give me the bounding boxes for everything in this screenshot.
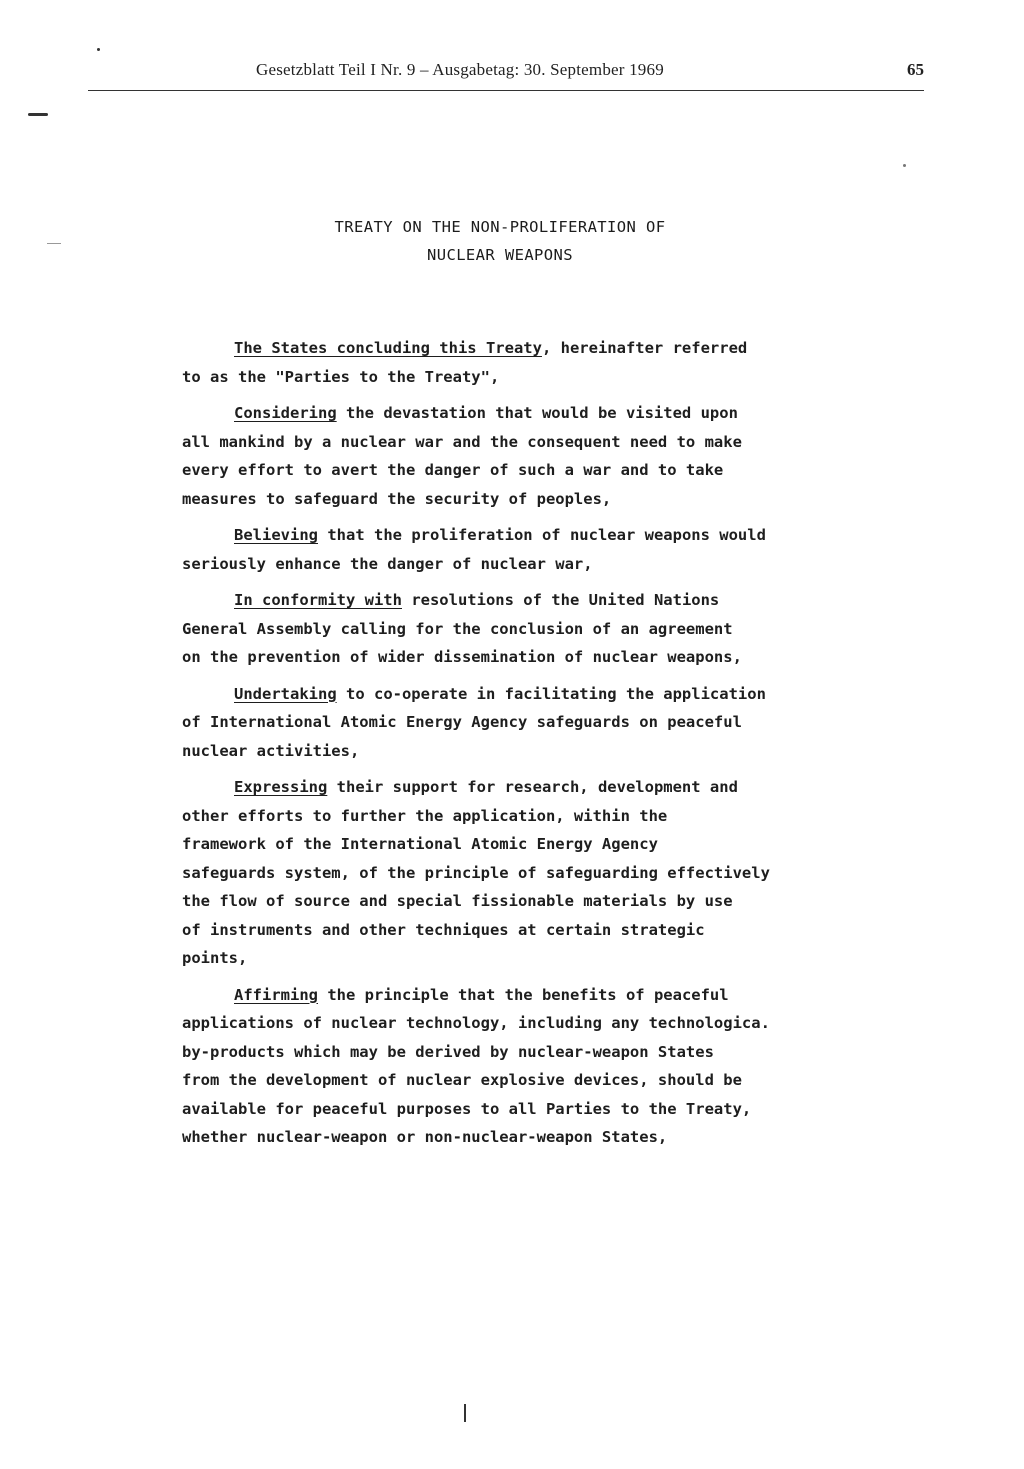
paragraph-line: whether nuclear-weapon or non-nuclear-weapon States,: [182, 1128, 668, 1146]
scan-speck: [903, 164, 906, 167]
scan-speck: [28, 113, 48, 116]
paragraph-line: points,: [182, 949, 248, 967]
paragraph-line: framework of the International Atomic Energy Agency: [182, 835, 658, 853]
paragraph-text: to co-operate in facilitating the application: [336, 684, 766, 703]
paragraph-keyword: Undertaking: [234, 684, 337, 703]
scan-speck: [47, 243, 61, 244]
paragraph-line: seriously enhance the danger of nuclear war,: [182, 554, 593, 573]
scan-speck: [464, 1404, 466, 1422]
paragraph-line: safeguards system, of the principle of safeguarding effectively: [182, 863, 770, 882]
preamble-paragraph: [182, 399, 902, 513]
treaty-title: [200, 213, 800, 269]
preamble-paragraph: [182, 334, 902, 391]
paragraph-keyword: Expressing: [234, 778, 328, 796]
paragraph-line: to as the "Parties to the Treaty",: [182, 367, 500, 386]
paragraph-line: every effort to avert the danger of such a war and to take: [182, 461, 724, 479]
treaty-title-line-2: NUCLEAR WEAPONS: [427, 246, 573, 264]
preamble-paragraph: [182, 773, 902, 973]
gazette-header-title: Gesetzblatt Teil I Nr. 9 – Ausgabetag: 30. September 1969: [256, 60, 664, 79]
preamble-paragraph: [182, 680, 902, 766]
paragraph-text: resolutions of the United Nations: [401, 591, 720, 609]
paragraph-line: measures to safeguard the security of peoples,: [182, 489, 612, 508]
paragraph-line: all mankind by a nuclear war and the consequent need to make: [182, 432, 742, 451]
paragraph-keyword: Affirming: [234, 985, 318, 1004]
paragraph-text: their support for research, development and: [327, 778, 738, 796]
paragraph-line: of International Atomic Energy Agency safeguards on peaceful: [182, 713, 742, 731]
paragraph-line: by-products which may be derived by nuclear-weapon States: [182, 1042, 714, 1061]
paragraph-line: nuclear activities,: [182, 741, 360, 760]
paragraph-text: that the proliferation of nuclear weapons would: [318, 526, 766, 544]
paragraph-keyword: In conformity with: [234, 591, 402, 609]
paragraph-line: other efforts to further the application, within the: [182, 806, 668, 825]
paragraph-line: the flow of source and special fissionable materials by use: [182, 892, 733, 910]
paragraph-line: General Assembly calling for the conclusion of an agreement: [182, 619, 733, 638]
paragraph-keyword: Believing: [234, 526, 318, 544]
paragraph-keyword: The States concluding this Treaty: [234, 339, 542, 357]
treaty-preamble: [182, 334, 902, 1152]
treaty-title-line-1: TREATY ON THE NON-PROLIFERATION OF: [334, 218, 666, 236]
preamble-paragraph: [182, 981, 902, 1152]
header-rule: [88, 90, 924, 91]
preamble-paragraph: [182, 521, 902, 578]
paragraph-text: the devastation that would be visited upon: [336, 404, 738, 422]
scan-speck: [97, 48, 100, 51]
paragraph-line: from the development of nuclear explosive devices, should be: [182, 1071, 742, 1089]
paragraph-text: the principle that the benefits of peaceful: [318, 985, 729, 1004]
paragraph-line: applications of nuclear technology, including any technologica.: [182, 1014, 770, 1032]
paragraph-text: , hereinafter referred: [541, 339, 748, 357]
paragraph-line: on the prevention of wider dissemination of nuclear weapons,: [182, 648, 742, 666]
gazette-header: [88, 58, 926, 84]
paragraph-keyword: Considering: [234, 404, 337, 422]
paragraph-line: of instruments and other techniques at certain strategic: [182, 920, 705, 939]
paragraph-line: available for peaceful purposes to all Parties to the Treaty,: [182, 1099, 752, 1118]
preamble-paragraph: [182, 586, 902, 672]
page-number: 65: [907, 60, 924, 79]
